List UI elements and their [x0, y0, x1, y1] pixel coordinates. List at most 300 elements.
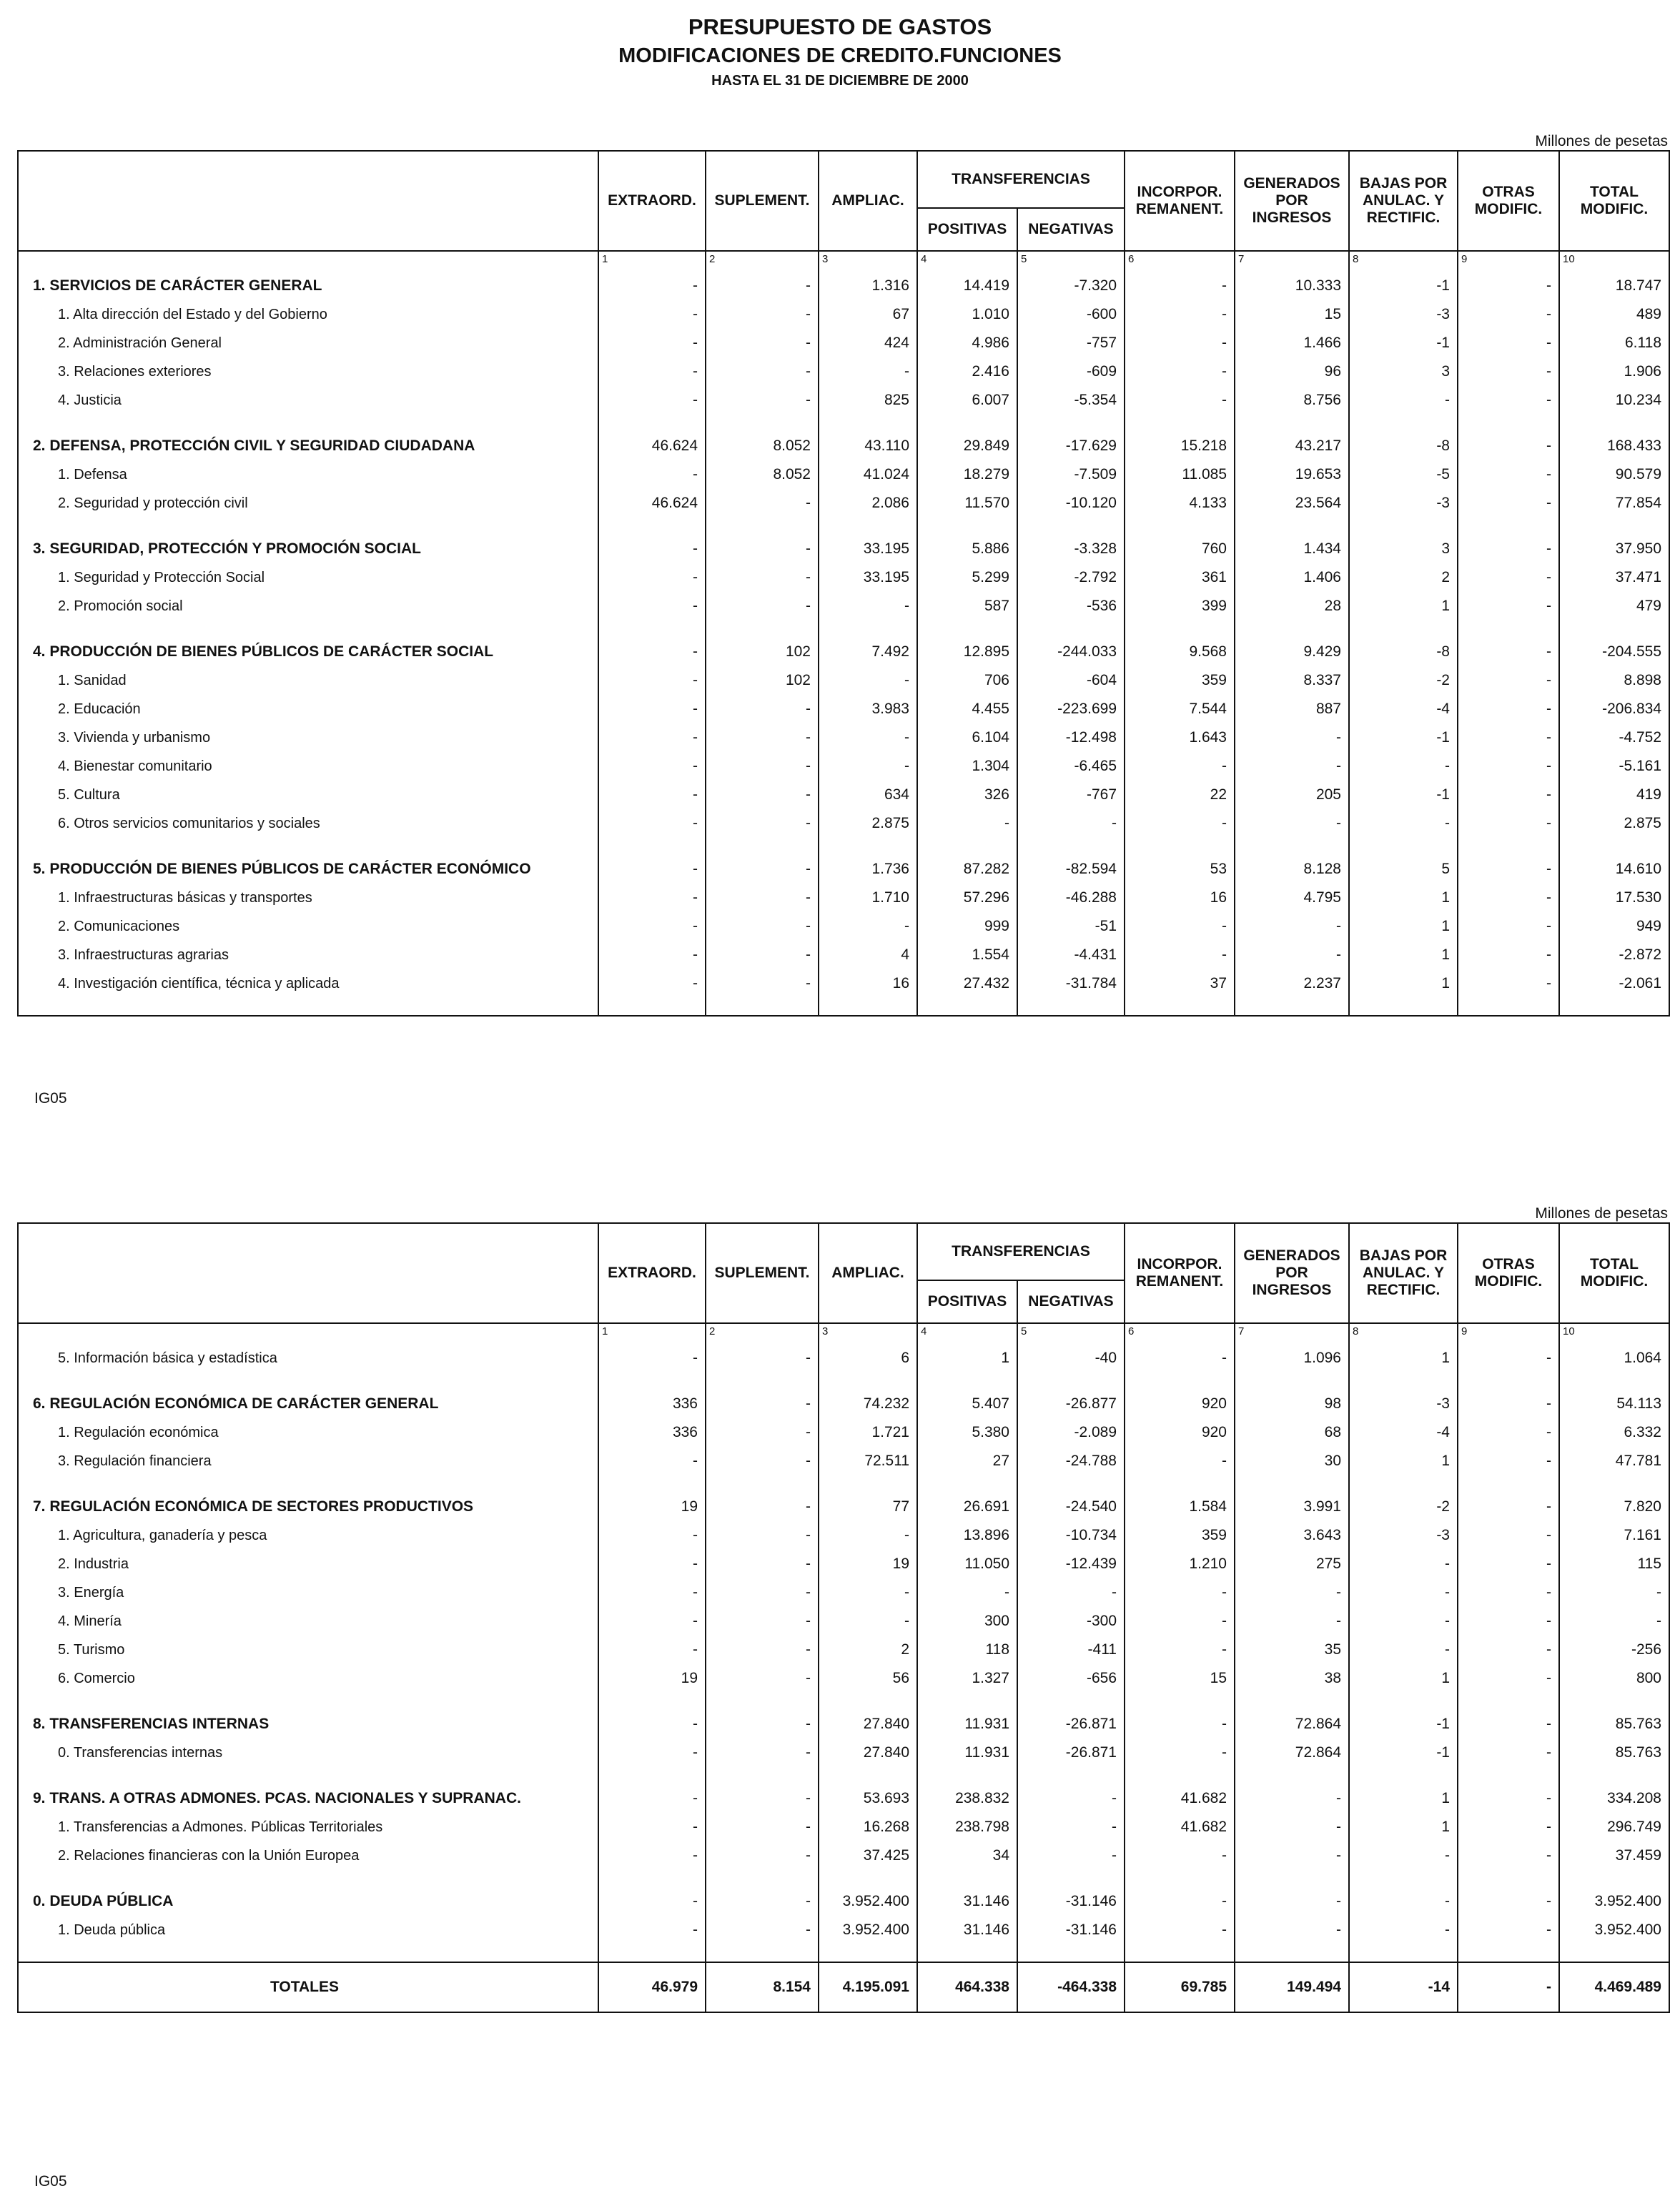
spacer-cell [706, 1767, 819, 1784]
row-label: 2. Administración General [18, 329, 598, 357]
spacer-cell [1235, 1944, 1349, 1962]
value-cell: 56 [819, 1664, 917, 1693]
spacer-cell [18, 838, 598, 855]
item-row [18, 912, 1669, 941]
spacer-cell [1349, 518, 1458, 535]
spacer-cell [1017, 415, 1125, 432]
value-cell: -82.594 [1017, 855, 1125, 884]
value-cell: - [819, 592, 917, 620]
value-cell: - [598, 1813, 706, 1841]
spacer-cell [1458, 1767, 1559, 1784]
value-cell: 41.682 [1125, 1784, 1235, 1813]
value-cell: - [706, 1636, 819, 1664]
spacer-cell [1125, 1372, 1235, 1390]
col-generados: GENERADOS POR INGRESOS [1235, 151, 1349, 251]
value-cell: 4.133 [1125, 489, 1235, 518]
value-cell: -2 [1349, 666, 1458, 695]
value-cell: 3.952.400 [1559, 1916, 1669, 1944]
value-cell: - [598, 1710, 706, 1738]
item-row [18, 884, 1669, 912]
value-cell: 11.050 [917, 1550, 1017, 1578]
value-cell: 419 [1559, 781, 1669, 809]
value-cell: 37 [1125, 969, 1235, 998]
item-row [18, 329, 1669, 357]
section-row [18, 432, 1669, 460]
table-2-header [18, 1223, 1669, 1323]
value-cell: - [1125, 941, 1235, 969]
item-row [18, 695, 1669, 723]
value-cell: - [1125, 1738, 1235, 1767]
value-cell: -31.146 [1017, 1887, 1125, 1916]
value-cell: 85.763 [1559, 1738, 1669, 1767]
item-row [18, 460, 1669, 489]
value-cell: - [1458, 638, 1559, 666]
value-cell: 1.010 [917, 300, 1017, 329]
value-cell: - [598, 1636, 706, 1664]
value-cell: - [706, 386, 819, 415]
value-cell: - [598, 723, 706, 752]
value-cell: - [598, 460, 706, 489]
col-ampliac: AMPLIAC. [819, 1223, 917, 1323]
value-cell: -7.509 [1017, 460, 1125, 489]
value-cell: 336 [598, 1418, 706, 1447]
value-cell: - [1235, 809, 1349, 838]
item-row [18, 1636, 1669, 1664]
column-number: 10 [1559, 251, 1669, 272]
value-cell: 1.210 [1125, 1550, 1235, 1578]
value-cell: -4.431 [1017, 941, 1125, 969]
value-cell: - [706, 1390, 819, 1418]
value-cell: 10.333 [1235, 272, 1349, 300]
col-positivas: POSITIVAS [917, 1280, 1017, 1323]
value-cell: - [598, 592, 706, 620]
spacer-cell [706, 518, 819, 535]
value-cell: 27.840 [819, 1738, 917, 1767]
value-cell: - [598, 969, 706, 998]
value-cell: 4.795 [1235, 884, 1349, 912]
value-cell: - [1017, 1578, 1125, 1607]
row-label: 5. Cultura [18, 781, 598, 809]
value-cell: - [819, 1521, 917, 1550]
value-cell: 37.950 [1559, 535, 1669, 563]
value-cell: - [706, 1738, 819, 1767]
column-number: 3 [819, 1323, 917, 1344]
value-cell: 27 [917, 1447, 1017, 1475]
spacer-cell [18, 518, 598, 535]
item-row [18, 666, 1669, 695]
value-cell: 34 [917, 1841, 1017, 1870]
value-cell: -31.784 [1017, 969, 1125, 998]
value-cell: - [598, 809, 706, 838]
section-row [18, 1390, 1669, 1418]
value-cell: - [1458, 1607, 1559, 1636]
spacer-cell [18, 1372, 598, 1390]
value-cell: - [1125, 809, 1235, 838]
spacer-cell [1559, 415, 1669, 432]
value-cell: - [706, 1784, 819, 1813]
value-cell: - [1458, 809, 1559, 838]
value-cell: 1.304 [917, 752, 1017, 781]
value-cell: - [706, 272, 819, 300]
value-cell: - [706, 1447, 819, 1475]
col-negativas: NEGATIVAS [1017, 1280, 1125, 1323]
value-cell: - [598, 1550, 706, 1578]
value-cell: - [598, 752, 706, 781]
value-cell: 8.898 [1559, 666, 1669, 695]
value-cell: -767 [1017, 781, 1125, 809]
value-cell: 489 [1559, 300, 1669, 329]
value-cell: - [706, 1550, 819, 1578]
row-label: 1. Deuda pública [18, 1916, 598, 1944]
spacer-cell [706, 1475, 819, 1493]
spacer-cell [1349, 1767, 1458, 1784]
value-cell: - [1458, 1447, 1559, 1475]
spacer-cell [1017, 1767, 1125, 1784]
value-cell: - [1458, 1916, 1559, 1944]
item-row [18, 752, 1669, 781]
value-cell: - [1458, 535, 1559, 563]
spacer-cell [18, 1870, 598, 1887]
value-cell: 53 [1125, 855, 1235, 884]
value-cell: - [706, 1578, 819, 1607]
value-cell: -5.161 [1559, 752, 1669, 781]
spacer-cell [917, 998, 1017, 1016]
value-cell: - [598, 884, 706, 912]
row-label: 3. Regulación financiera [18, 1447, 598, 1475]
value-cell: -3 [1349, 1521, 1458, 1550]
value-cell: - [706, 723, 819, 752]
value-cell: 1.064 [1559, 1344, 1669, 1372]
value-cell: 72.511 [819, 1447, 917, 1475]
value-cell: -4 [1349, 1418, 1458, 1447]
spacer-cell [598, 838, 706, 855]
value-cell: - [819, 912, 917, 941]
value-cell: - [819, 1578, 917, 1607]
spacer-cell [1559, 838, 1669, 855]
row-label: 2. DEFENSA, PROTECCIÓN CIVIL Y SEGURIDAD CIUDADANA [18, 432, 598, 460]
column-number: 6 [1125, 1323, 1235, 1344]
value-cell: - [706, 1887, 819, 1916]
value-cell: 17.530 [1559, 884, 1669, 912]
value-cell: 5.886 [917, 535, 1017, 563]
value-cell: 300 [917, 1607, 1017, 1636]
value-cell: 1 [1349, 592, 1458, 620]
value-cell: - [706, 1813, 819, 1841]
value-cell: 5 [1349, 855, 1458, 884]
value-cell: - [706, 1418, 819, 1447]
spacer-cell [18, 1767, 598, 1784]
value-cell: 57.296 [917, 884, 1017, 912]
value-cell: 887 [1235, 695, 1349, 723]
value-cell: 72.864 [1235, 1738, 1349, 1767]
spacer-cell [1458, 838, 1559, 855]
value-cell: 1 [1349, 1664, 1458, 1693]
spacer-cell [819, 998, 917, 1016]
value-cell: - [1458, 1578, 1559, 1607]
item-row [18, 1916, 1669, 1944]
spacer-cell [1349, 998, 1458, 1016]
value-cell: - [1235, 1607, 1349, 1636]
value-cell: - [1458, 1521, 1559, 1550]
value-cell: 334.208 [1559, 1784, 1669, 1813]
value-cell: 41.682 [1125, 1813, 1235, 1841]
value-cell: 37.425 [819, 1841, 917, 1870]
value-cell: - [598, 1784, 706, 1813]
item-row [18, 1521, 1669, 1550]
value-cell: 424 [819, 329, 917, 357]
value-cell: - [1458, 272, 1559, 300]
value-cell: 399 [1125, 592, 1235, 620]
spacer-cell [1017, 1870, 1125, 1887]
spacer-cell [1125, 1870, 1235, 1887]
value-cell: -26.871 [1017, 1738, 1125, 1767]
value-cell: - [1458, 1738, 1559, 1767]
value-cell: 43.217 [1235, 432, 1349, 460]
value-cell: 238.798 [917, 1813, 1017, 1841]
value-cell: 1 [917, 1344, 1017, 1372]
spacer-cell [1017, 998, 1125, 1016]
spacer-cell [1235, 1767, 1349, 1784]
row-label: 0. Transferencias internas [18, 1738, 598, 1767]
row-label: 6. Otros servicios comunitarios y sociales [18, 809, 598, 838]
value-cell: 1 [1349, 912, 1458, 941]
value-cell: - [706, 1664, 819, 1693]
header-blank [18, 1223, 598, 1323]
value-cell: - [706, 489, 819, 518]
spacer-cell [706, 415, 819, 432]
row-label: 2. Relaciones financieras con la Unión Europea [18, 1841, 598, 1870]
row-label: 2. Seguridad y protección civil [18, 489, 598, 518]
value-cell: 1 [1349, 941, 1458, 969]
value-cell: -8 [1349, 432, 1458, 460]
value-cell: - [706, 809, 819, 838]
column-number-blank [18, 1323, 598, 1344]
spacer-cell [1235, 1870, 1349, 1887]
budget-table-2 [17, 1222, 1670, 2013]
spacer-cell [706, 620, 819, 638]
spacer-cell [18, 620, 598, 638]
value-cell: 8.052 [706, 432, 819, 460]
total-value-cell: -464.338 [1017, 1962, 1125, 2012]
value-cell: -300 [1017, 1607, 1125, 1636]
value-cell: - [1349, 1636, 1458, 1664]
spacer-cell [1349, 620, 1458, 638]
spacer-cell [1235, 998, 1349, 1016]
value-cell: -204.555 [1559, 638, 1669, 666]
spacer-cell [1125, 415, 1235, 432]
table-1-header [18, 151, 1669, 251]
row-label: 4. Justicia [18, 386, 598, 415]
value-cell: 9.568 [1125, 638, 1235, 666]
value-cell: 102 [706, 666, 819, 695]
header-blank [18, 151, 598, 251]
value-cell: -2.089 [1017, 1418, 1125, 1447]
item-row [18, 723, 1669, 752]
value-cell: - [706, 695, 819, 723]
value-cell: - [598, 1344, 706, 1372]
spacer-cell [819, 1944, 917, 1962]
value-cell: - [598, 1841, 706, 1870]
value-cell: 8.128 [1235, 855, 1349, 884]
value-cell: 46.624 [598, 489, 706, 518]
value-cell: -757 [1017, 329, 1125, 357]
value-cell: - [706, 300, 819, 329]
value-cell: 7.492 [819, 638, 917, 666]
row-label: 5. Información básica y estadística [18, 1344, 598, 1372]
section-row [18, 638, 1669, 666]
value-cell: - [1458, 592, 1559, 620]
item-row [18, 1578, 1669, 1607]
spacer-cell [1458, 620, 1559, 638]
value-cell: - [1125, 329, 1235, 357]
value-cell: -5.354 [1017, 386, 1125, 415]
value-cell: 4 [819, 941, 917, 969]
value-cell: 1.906 [1559, 357, 1669, 386]
value-cell: 19.653 [1235, 460, 1349, 489]
row-label: 4. Minería [18, 1607, 598, 1636]
value-cell: - [706, 1607, 819, 1636]
value-cell: 16 [1125, 884, 1235, 912]
value-cell: 18.747 [1559, 272, 1669, 300]
section-row [18, 1493, 1669, 1521]
value-cell: - [1458, 1841, 1559, 1870]
document-title: PRESUPUESTO DE GASTOS [688, 14, 992, 39]
value-cell: 15 [1235, 300, 1349, 329]
value-cell: - [1349, 1550, 1458, 1578]
value-cell: - [1458, 912, 1559, 941]
item-row [18, 300, 1669, 329]
value-cell: 72.864 [1235, 1710, 1349, 1738]
spacer-cell [1017, 620, 1125, 638]
value-cell: 3.952.400 [819, 1887, 917, 1916]
spacer-row [18, 1372, 1669, 1390]
item-row [18, 489, 1669, 518]
spacer-cell [819, 1475, 917, 1493]
item-row [18, 1664, 1669, 1693]
spacer-cell [1559, 518, 1669, 535]
value-cell: 1.466 [1235, 329, 1349, 357]
value-cell: 14.610 [1559, 855, 1669, 884]
value-cell: - [706, 1521, 819, 1550]
value-cell: - [1458, 1887, 1559, 1916]
col-incorpor: INCORPOR. REMANENT. [1125, 151, 1235, 251]
value-cell: - [598, 1607, 706, 1636]
item-row [18, 592, 1669, 620]
spacer-cell [917, 415, 1017, 432]
col-total: TOTAL MODIFIC. [1559, 1223, 1669, 1323]
value-cell: -2.872 [1559, 941, 1669, 969]
value-cell: - [1235, 723, 1349, 752]
value-cell: 19 [598, 1493, 706, 1521]
value-cell: -4.752 [1559, 723, 1669, 752]
value-cell: - [1349, 809, 1458, 838]
value-cell: 7.820 [1559, 1493, 1669, 1521]
spacer-cell [1017, 1944, 1125, 1962]
total-value-cell: - [1458, 1962, 1559, 2012]
value-cell: 29.849 [917, 432, 1017, 460]
spacer-cell [1458, 518, 1559, 535]
column-number: 2 [706, 251, 819, 272]
value-cell: - [1125, 386, 1235, 415]
spacer-cell [18, 1944, 598, 1962]
spacer-cell [18, 998, 598, 1016]
value-cell: - [1458, 300, 1559, 329]
col-positivas: POSITIVAS [917, 208, 1017, 251]
value-cell: 168.433 [1559, 432, 1669, 460]
value-cell: - [819, 357, 917, 386]
spacer-cell [1458, 415, 1559, 432]
value-cell: - [598, 563, 706, 592]
value-cell: - [819, 666, 917, 695]
value-cell: 2 [1349, 563, 1458, 592]
row-label: 5. Turismo [18, 1636, 598, 1664]
value-cell: -26.871 [1017, 1710, 1125, 1738]
value-cell: - [1458, 752, 1559, 781]
value-cell: - [598, 1738, 706, 1767]
value-cell: 3.991 [1235, 1493, 1349, 1521]
spacer-cell [1349, 1475, 1458, 1493]
value-cell: 87.282 [917, 855, 1017, 884]
value-cell: 238.832 [917, 1784, 1017, 1813]
value-cell: - [1458, 884, 1559, 912]
value-cell: 33.195 [819, 535, 917, 563]
value-cell: - [1458, 723, 1559, 752]
value-cell: 2.875 [1559, 809, 1669, 838]
value-cell: 3.952.400 [819, 1916, 917, 1944]
spacer-cell [1349, 1944, 1458, 1962]
item-row [18, 1447, 1669, 1475]
value-cell: 7.544 [1125, 695, 1235, 723]
value-cell: -46.288 [1017, 884, 1125, 912]
column-number-row [18, 251, 1669, 272]
value-cell: 15.218 [1125, 432, 1235, 460]
spacer-cell [1017, 1372, 1125, 1390]
value-cell: - [1349, 1607, 1458, 1636]
date-line: HASTA EL 31 DE DICIEMBRE DE 2000 [711, 73, 969, 89]
value-cell: -536 [1017, 592, 1125, 620]
col-bajas: BAJAS POR ANULAC. Y RECTIFIC. [1349, 151, 1458, 251]
value-cell: 41.024 [819, 460, 917, 489]
column-number: 9 [1458, 251, 1559, 272]
value-cell: -1 [1349, 1738, 1458, 1767]
value-cell: 2.875 [819, 809, 917, 838]
value-cell: - [1235, 752, 1349, 781]
value-cell: 31.146 [917, 1916, 1017, 1944]
value-cell: -2 [1349, 1493, 1458, 1521]
value-cell: 11.931 [917, 1738, 1017, 1767]
value-cell: - [819, 1607, 917, 1636]
value-cell: -411 [1017, 1636, 1125, 1664]
col-incorpor: INCORPOR. REMANENT. [1125, 1223, 1235, 1323]
spacer-cell [1458, 1475, 1559, 1493]
value-cell: 326 [917, 781, 1017, 809]
value-cell: - [1125, 1916, 1235, 1944]
column-number: 10 [1559, 1323, 1669, 1344]
spacer-row [18, 998, 1669, 1016]
value-cell: 2.237 [1235, 969, 1349, 998]
value-cell: -12.498 [1017, 723, 1125, 752]
value-cell: 18.279 [917, 460, 1017, 489]
page-code-2: IG05 [34, 2173, 67, 2190]
value-cell: -3 [1349, 489, 1458, 518]
value-cell: - [1349, 752, 1458, 781]
value-cell: 11.931 [917, 1710, 1017, 1738]
spacer-cell [917, 1475, 1017, 1493]
value-cell: - [706, 855, 819, 884]
item-row [18, 781, 1669, 809]
value-cell: - [1349, 386, 1458, 415]
value-cell: 8.052 [706, 460, 819, 489]
